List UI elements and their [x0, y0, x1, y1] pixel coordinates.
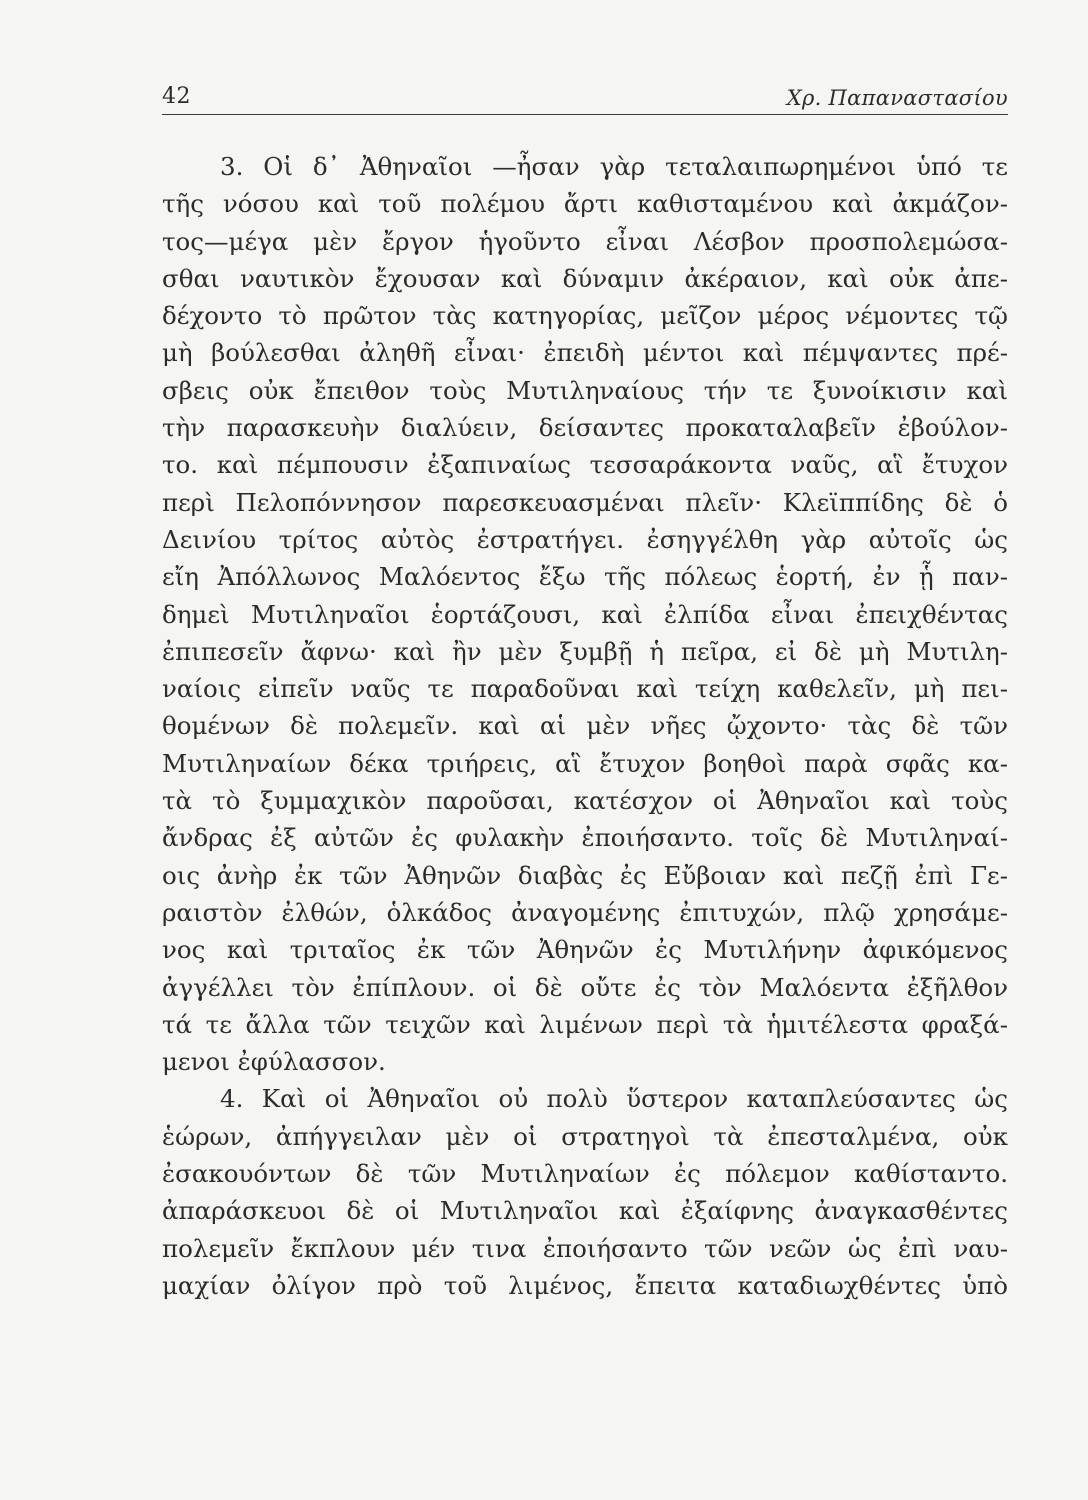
- text-line: εἴη Ἀπόλλωνος Μαλόεντος ἔξω τῆς πόλεως ἑορτή, ἐν ᾗ παν-: [162, 562, 1008, 592]
- running-head: Χρ. Παπαναστασίου: [786, 86, 1008, 110]
- text-line: τὰ τὸ ξυμμαχικὸν παροῦσαι, κατέσχον οἱ Ἀθηναῖοι καὶ τοὺς: [162, 786, 1008, 816]
- text-line: ναίοις εἰπεῖν ναῦς τε παραδοῦναι καὶ τείχη καθελεῖν, μὴ πει-: [162, 674, 1008, 704]
- text-line: ἐσακουόντων δὲ τῶν Μυτιληναίων ἐς πόλεμον καθίσταντο.: [162, 1159, 1008, 1189]
- text-line: θομένων δὲ πολεμεῖν. καὶ αἱ μὲν νῆες ᾤχοντο· τὰς δὲ τῶν: [162, 711, 1008, 741]
- text-line: περὶ Πελοπόννησον παρεσκευασμέναι πλεῖν· Κλεϊππίδης δὲ ὁ: [162, 487, 1008, 517]
- text-line: το. καὶ πέμπουσιν ἐξαπιναίως τεσσαράκοντα ναῦς, αἳ ἔτυχον: [162, 450, 1008, 480]
- text-line: ἐπιπεσεῖν ἄφνω· καὶ ἢν μὲν ξυμβῇ ἡ πεῖρα, εἰ δὲ μὴ Μυτιλη-: [162, 636, 1008, 666]
- text-line: δέχοντο τὸ πρῶτον τὰς κατηγορίας, μεῖζον μέρος νέμοντες τῷ: [162, 301, 1008, 331]
- text-line: ἄνδρας ἐξ αὐτῶν ἐς φυλακὴν ἐποιήσαντο. τοῖς δὲ Μυτιληναί-: [162, 823, 1008, 853]
- text-line: πολεμεῖν ἔκπλουν μέν τινα ἐποιήσαντο τῶν νεῶν ὡς ἐπὶ ναυ-: [162, 1233, 1008, 1263]
- text-line: τῆς νόσου καὶ τοῦ πολέμου ἄρτι καθισταμένου καὶ ἀκμάζον-: [162, 189, 1008, 219]
- text-line: ἑώρων, ἀπήγγειλαν μὲν οἱ στρατηγοὶ τὰ ἐπεσταλμένα, οὐκ: [162, 1121, 1008, 1151]
- text-line: σβεις οὐκ ἔπειθον τοὺς Μυτιληναίους τήν τε ξυνοίκισιν καὶ: [162, 375, 1008, 405]
- text-line: 4. Καὶ οἱ Ἀθηναῖοι οὐ πολὺ ὕστερον καταπλεύσαντες ὡς: [220, 1084, 1008, 1114]
- page-header: [162, 80, 1008, 115]
- text-line: ἀπαράσκευοι δὲ οἱ Μυτιληναῖοι καὶ ἐξαίφνης ἀναγκασθέντες: [162, 1196, 1008, 1226]
- text-line: μαχίαν ὀλίγον πρὸ τοῦ λιμένος, ἔπειτα καταδιωχθέντες ὑπὸ: [162, 1270, 1008, 1300]
- page-number: 42: [162, 84, 191, 109]
- text-line: οις ἀνὴρ ἐκ τῶν Ἀθηνῶν διαβὰς ἐς Εὔβοιαν καὶ πεζῇ ἐπὶ Γε-: [162, 860, 1008, 890]
- text-line: τος—μέγα μὲν ἔργον ἡγοῦντο εἶναι Λέσβον προσπολεμώσα-: [162, 226, 1008, 256]
- text-line: μὴ βούλεσθαι ἀληθῆ εἶναι· ἐπειδὴ μέντοι καὶ πέμψαντες πρέ-: [162, 338, 1008, 368]
- text-line: τὴν παρασκευὴν διαλύειν, δείσαντες προκαταλαβεῖν ἐβούλον-: [162, 413, 1008, 443]
- text-line: μενοι ἐφύλασσον.: [162, 1047, 386, 1077]
- text-line: ἀγγέλλει τὸν ἐπίπλουν. οἱ δὲ οὔτε ἐς τὸν Μαλόεντα ἐξῆλθον: [162, 972, 1008, 1002]
- body-text: [162, 148, 1008, 1304]
- text-line: νος καὶ τριταῖος ἐκ τῶν Ἀθηνῶν ἐς Μυτιλήνην ἀφικόμενος: [162, 935, 1008, 965]
- text-line: 3. Οἱ δ᾿ Ἀθηναῖοι —ἦσαν γὰρ τεταλαιπωρημένοι ὑπό τε: [220, 152, 1008, 181]
- text-line: τά τε ἄλλα τῶν τειχῶν καὶ λιμένων περὶ τὰ ἡμιτέλεστα φραξά-: [162, 1009, 1008, 1039]
- text-line: ραιστὸν ἐλθών, ὁλκάδος ἀναγομένης ἐπιτυχών, πλῷ χρησάμε-: [162, 897, 1008, 927]
- text-line: Δεινίου τρίτος αὐτὸς ἐστρατήγει. ἐσηγγέλθη γὰρ αὐτοῖς ὡς: [162, 524, 1008, 554]
- text-line: δημεὶ Μυτιληναῖοι ἑορτάζουσι, καὶ ἐλπίδα εἶναι ἐπειχθέντας: [162, 599, 1008, 629]
- text-line: σθαι ναυτικὸν ἔχουσαν καὶ δύναμιν ἀκέραιον, καὶ οὐκ ἀπε-: [162, 263, 1008, 293]
- text-line: Μυτιληναίων δέκα τριήρεις, αἳ ἔτυχον βοηθοὶ παρὰ σφᾶς κα-: [162, 748, 1008, 778]
